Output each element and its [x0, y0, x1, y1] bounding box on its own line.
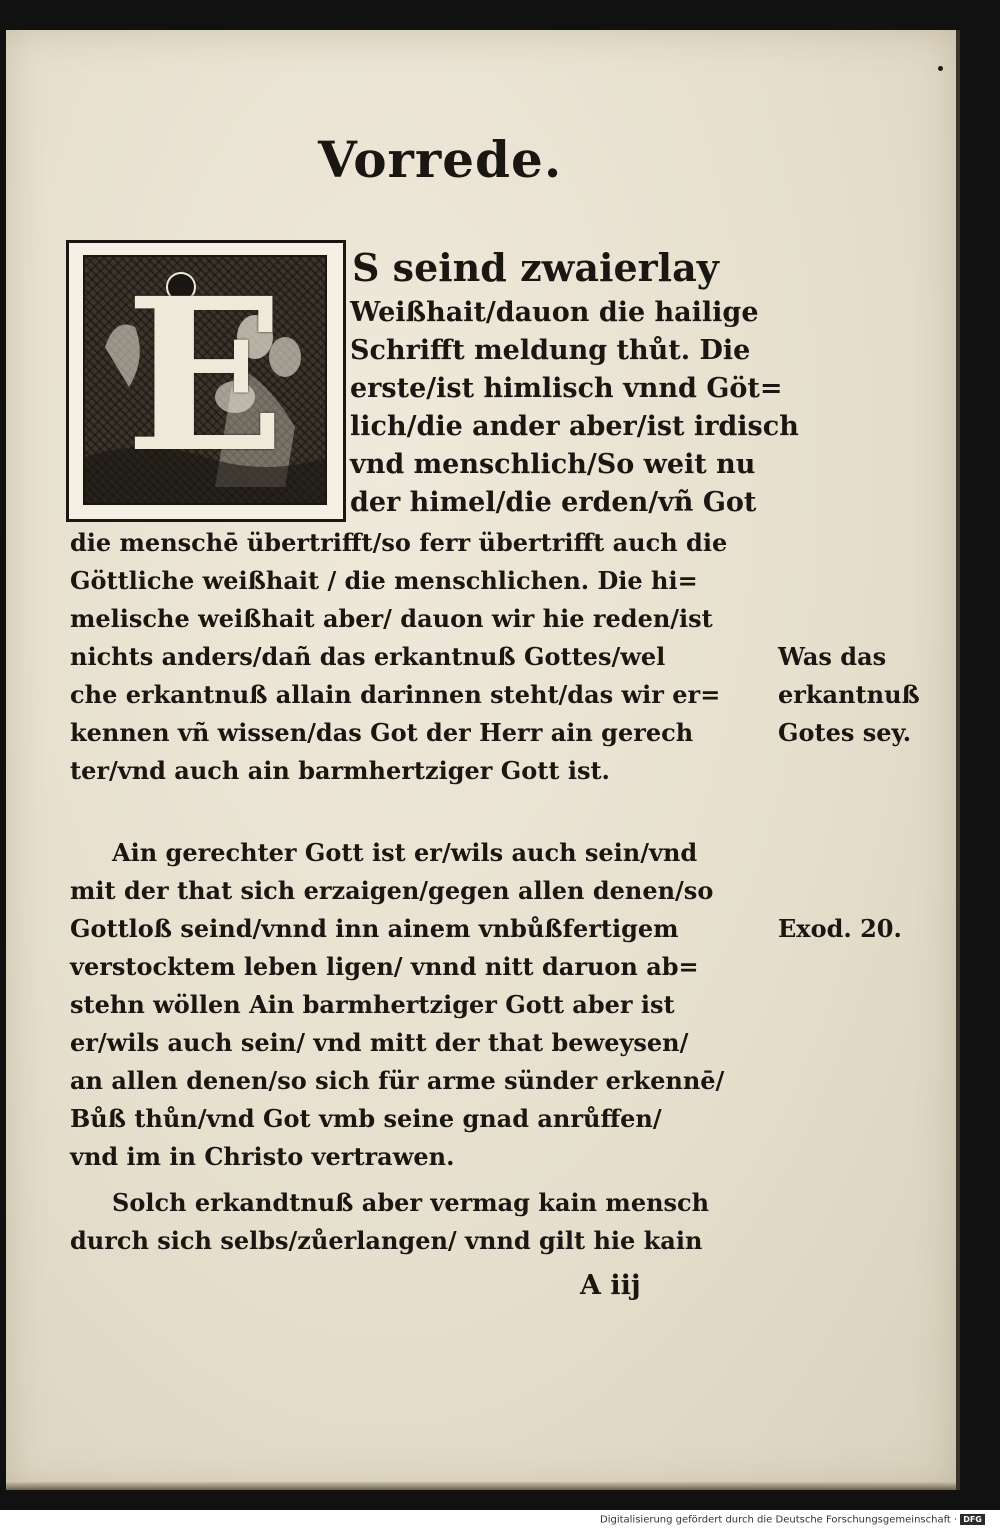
body-line: che erkantnuß allain darinnen steht/das wir er= [70, 680, 721, 709]
body-line: Bůß thůn/vnd Got vmb seine gnad anrůffen/ [70, 1104, 662, 1133]
body-line: stehn wöllen Ain barmhertziger Gott aber ist [70, 990, 675, 1019]
margin-note-line: erkantnuß [778, 680, 920, 709]
margin-note-line: Exod. 20. [778, 914, 902, 943]
body-line: Schrifft meldung thůt. Die [350, 335, 751, 366]
body-line: Weißhait/dauon die hailige [350, 297, 759, 328]
signature-mark: A iij [580, 1270, 641, 1301]
page-heading: Vorrede. [318, 130, 563, 189]
body-line: der himel/die erden/vñ Got [350, 487, 757, 518]
body-line: vnd im in Christo vertrawen. [70, 1142, 455, 1171]
body-line: Solch erkandtnuß aber vermag kain mensch [112, 1188, 710, 1217]
body-line: vnd menschlich/So weit nu [350, 449, 756, 480]
body-line: lich/die ander aber/ist irdisch [350, 411, 799, 442]
page-edge [956, 30, 960, 1490]
body-line: erste/ist himlisch vnnd Göt= [350, 373, 783, 404]
body-line: ter/vnd auch ain barmhertziger Gott ist. [70, 756, 610, 785]
digitization-credit [600, 1514, 996, 1526]
credit-text: Digitalisierung gefördert durch die Deutsche Forschungsgemeinschaft · [600, 1514, 958, 1526]
body-line: durch sich selbs/zůerlangen/ vnnd gilt hie kain [70, 1226, 703, 1255]
initial-letter: E [125, 255, 286, 499]
body-line: kennen vñ wissen/das Got der Herr ain gerech [70, 718, 694, 747]
body-line: nichts anders/dañ das erkantnuß Gottes/wel [70, 642, 666, 671]
body-line: die menschē übertrifft/so ferr übertrifft auch die [70, 528, 728, 557]
body-line: er/wils auch sein/ vnd mitt der that beweysen/ [70, 1028, 689, 1057]
body-line: melische weißhait aber/ dauon wir hie reden/ist [70, 604, 713, 633]
body-line: Gottloß seind/vnnd inn ainem vnbůßfertigem [70, 914, 679, 943]
body-line: Ain gerechter Gott ist er/wils auch sein/vnd [112, 838, 698, 867]
decorated-initial [66, 240, 346, 522]
body-line: Göttliche weißhait / die menschlichen. Die hi= [70, 566, 698, 595]
woodcut-illustration [83, 255, 327, 505]
margin-note-line: Was das [778, 642, 887, 671]
dfg-logo-icon[interactable]: DFG [960, 1514, 985, 1525]
body-line: mit der that sich erzaigen/gegen allen denen/so [70, 876, 714, 905]
body-line: verstocktem leben ligen/ vnnd nitt daruon ab= [70, 952, 699, 981]
page-bottom-edge [6, 1482, 956, 1490]
ink-dot [938, 66, 943, 71]
body-line: S seind zwaierlay [352, 245, 719, 290]
margin-note-line: Gotes sey. [778, 718, 912, 747]
body-line: an allen denen/so sich für arme sünder erkennē/ [70, 1066, 725, 1095]
